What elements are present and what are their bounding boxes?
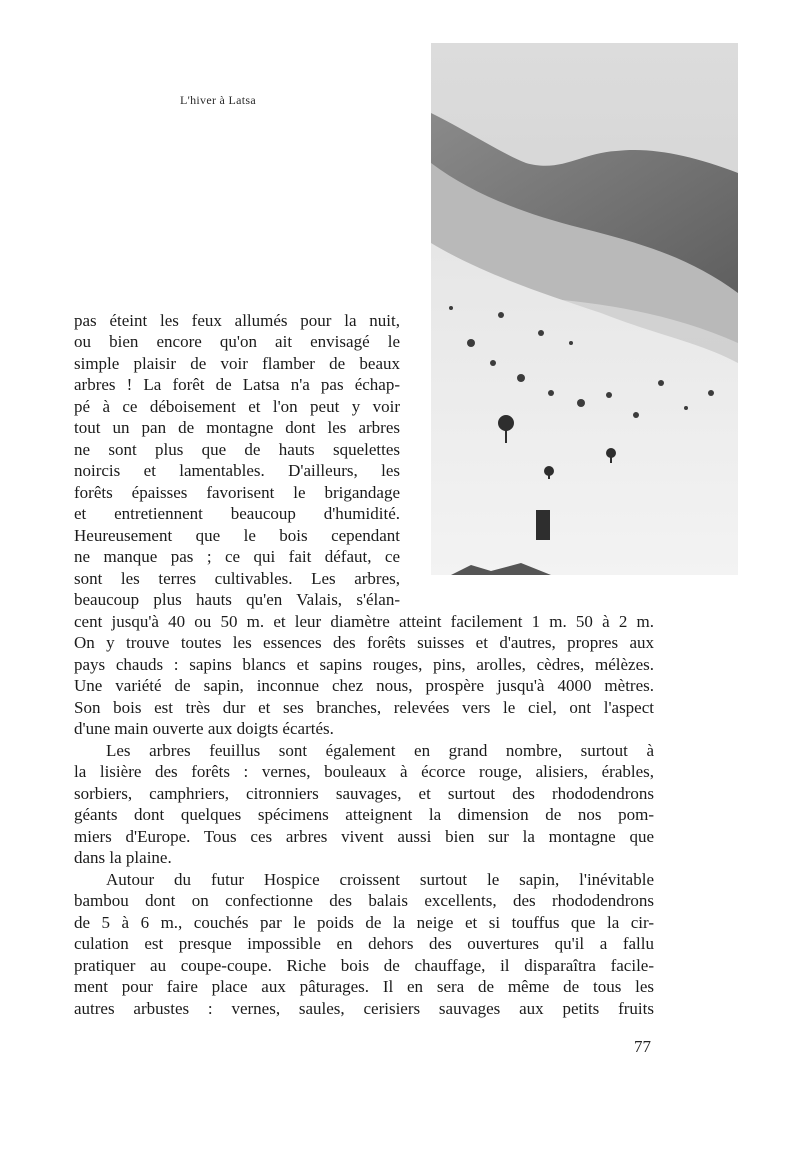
body-line: culation est presque impossible en dehors des ouvertures qu'il a fallu <box>74 934 654 953</box>
body-line: Son bois est très dur et ses branches, relevées vers le ciel, ont l'aspect <box>74 698 654 717</box>
body-line: sont les terres cultivables. Les arbres, <box>74 569 400 588</box>
body-line: beaucoup plus hauts qu'en Valais, s'élan- <box>74 590 400 609</box>
body-line: arbres ! La forêt de Latsa n'a pas échap- <box>74 375 400 394</box>
body-line: ou bien encore qu'on ait envisagé le <box>74 332 400 351</box>
body-line: Une variété de sapin, inconnue chez nous, prospère jusqu'à 4000 mètres. <box>74 676 654 695</box>
body-line: miers d'Europe. Tous ces arbres vivent aussi bien sur la montagne que <box>74 827 654 846</box>
body-line: d'une main ouverte aux doigts écartés. <box>74 719 334 738</box>
paragraph-start: Les arbres feuillus sont également en grand nombre, surtout à <box>106 741 654 760</box>
body-line: pas éteint les feux allumés pour la nuit, <box>74 311 400 330</box>
body-line: ne manque pas ; ce qui fait défaut, ce <box>74 547 400 566</box>
body-line: pays chauds : sapins blancs et sapins rouges, pins, arolles, cèdres, mélèzes. <box>74 655 654 674</box>
body-line: de 5 à 6 m., couchés par le poids de la neige et si touffus que la cir- <box>74 913 654 932</box>
paragraph-start: Autour du futur Hospice croissent surtout le sapin, l'inévitable <box>106 870 654 889</box>
body-line: forêts épaisses favorisent le brigandage <box>74 483 400 502</box>
body-line: géants dont quelques spécimens atteignent la dimension de nos pom- <box>74 805 654 824</box>
page-number: 77 <box>634 1037 651 1056</box>
body-line: ne sont plus que de hauts squelettes <box>74 440 400 459</box>
body-line: bambou dont on confectionne des balais excellents, des rhododendrons <box>74 891 654 910</box>
body-line: tout un pan de montagne dont les arbres <box>74 418 400 437</box>
body-line: On y trouve toutes les essences des forêts suisses et d'autres, propres aux <box>74 633 654 652</box>
mountain-illustration <box>431 43 738 575</box>
photo-caption: L'hiver à Latsa <box>180 93 256 107</box>
body-line: la lisière des forêts : vernes, bouleaux à écorce rouge, alisiers, érables, <box>74 762 654 781</box>
body-line: et entretiennent beaucoup d'humidité. <box>74 504 400 523</box>
body-line: noircis et lamentables. D'ailleurs, les <box>74 461 400 480</box>
mountain-photo <box>431 43 738 575</box>
body-line: autres arbustes : vernes, saules, cerisiers sauvages aux petits fruits <box>74 999 654 1018</box>
body-line: dans la plaine. <box>74 848 172 867</box>
body-line: cent jusqu'à 40 ou 50 m. et leur diamètre atteint facilement 1 m. 50 à 2 m. <box>74 612 654 631</box>
body-line: pé à ce déboisement et l'on peut y voir <box>74 397 400 416</box>
body-line: sorbiers, camphriers, citronniers sauvages, et surtout des rhododendrons <box>74 784 654 803</box>
body-line: simple plaisir de voir flamber de beaux <box>74 354 400 373</box>
body-line: ment pour faire place aux pâturages. Il en sera de même de tous les <box>74 977 654 996</box>
body-line: Heureusement que le bois cependant <box>74 526 400 545</box>
body-line: pratiquer au coupe-coupe. Riche bois de chauffage, il disparaîtra facile- <box>74 956 654 975</box>
